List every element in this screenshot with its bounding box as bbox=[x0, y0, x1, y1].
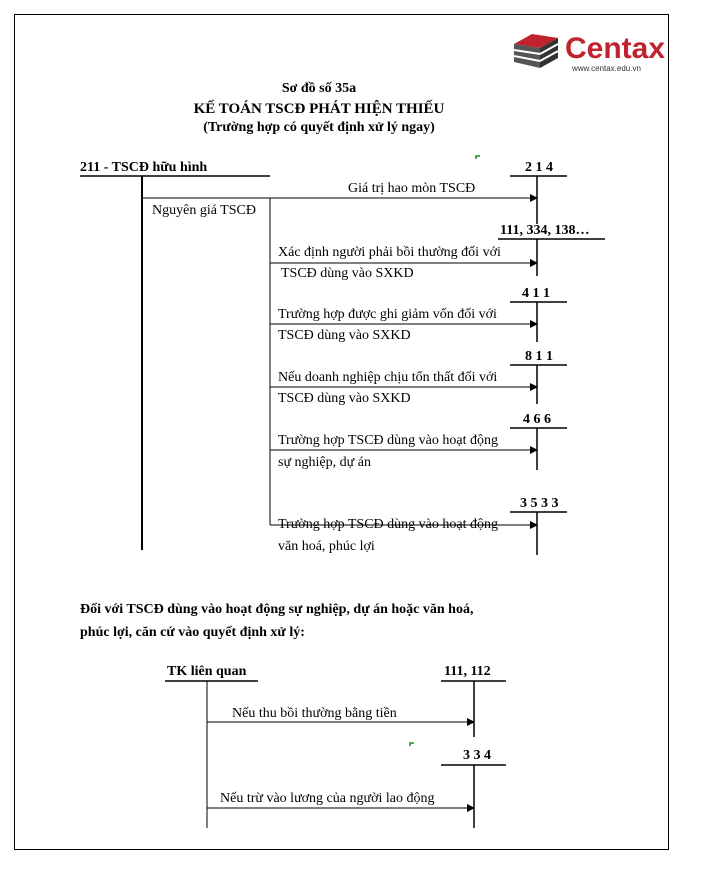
account-3533: 3 5 3 3 bbox=[520, 496, 559, 511]
related-account: TK liên quan bbox=[167, 664, 247, 679]
entry-811-line1: Nếu doanh nghiệp chịu tổn thất đối với bbox=[278, 370, 498, 385]
account-334: 3 3 4 bbox=[463, 748, 491, 763]
entry-466-line2: sự nghiệp, dự án bbox=[278, 455, 371, 470]
entry-salary-deduction: Nếu trừ vào lương của người lao động bbox=[220, 791, 435, 806]
entry-411-line1: Trường hợp được ghi giảm vốn đối với bbox=[278, 307, 497, 322]
entry-cash-compensation: Nếu thu bồi thường bằng tiền bbox=[232, 706, 397, 721]
entry-411-line2: TSCĐ dùng vào SXKD bbox=[278, 328, 411, 343]
account-214: 2 1 4 bbox=[525, 160, 553, 175]
account-811: 8 1 1 bbox=[525, 349, 553, 364]
account-411: 4 1 1 bbox=[522, 286, 550, 301]
account-111-334-138: 111, 334, 138… bbox=[500, 223, 590, 238]
note-line2: phúc lợi, căn cứ vào quyết định xử lý: bbox=[80, 625, 305, 640]
diagram-number: Sơ đồ số 35a bbox=[281, 81, 357, 96]
account-111-112: 111, 112 bbox=[444, 664, 491, 679]
entry-466-line1: Trường hợp TSCĐ dùng vào hoạt động bbox=[278, 433, 498, 448]
source-account-211: 211 - TSCĐ hữu hình bbox=[80, 160, 208, 175]
entry-111-line1: Xác định người phải bồi thường đối với bbox=[278, 245, 501, 260]
page-title: KẾ TOÁN TSCĐ PHÁT HIỆN THIẾU bbox=[193, 101, 445, 117]
entry-111-line2: TSCĐ dùng vào SXKD bbox=[281, 266, 414, 281]
original-cost-label: Nguyên giá TSCĐ bbox=[152, 203, 256, 218]
brand-url: www.centax.edu.vn bbox=[572, 64, 641, 73]
note-line1: Đối với TSCĐ dùng vào hoạt động sự nghiệp, dự án hoặc văn hoá, bbox=[80, 602, 474, 617]
entry-3533-line2: văn hoá, phúc lợi bbox=[278, 539, 375, 554]
page-subtitle: (Trường hợp có quyết định xử lý ngay) bbox=[203, 120, 435, 135]
entry-811-line2: TSCĐ dùng vào SXKD bbox=[278, 391, 411, 406]
entry-3533-line1: Trường hợp TSCĐ dùng vào hoạt động bbox=[278, 517, 498, 532]
brand-name: Centax bbox=[565, 32, 666, 65]
entry-214-label: Giá trị hao mòn TSCĐ bbox=[348, 181, 476, 196]
account-466: 4 6 6 bbox=[523, 412, 551, 427]
